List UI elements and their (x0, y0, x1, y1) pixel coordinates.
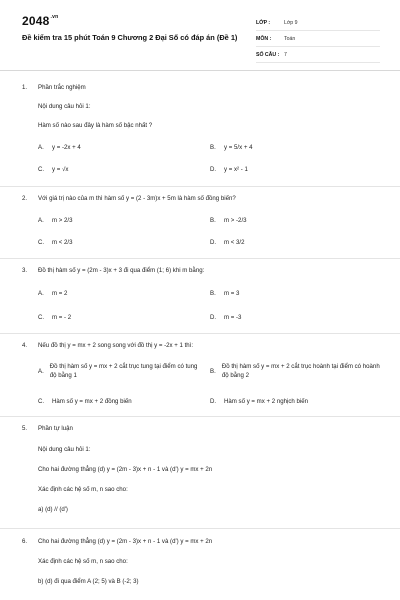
meta-value: Toán (284, 35, 296, 42)
option-label: B. (210, 368, 216, 375)
option-c[interactable] (38, 239, 73, 248)
option-label: A. (38, 368, 44, 375)
option-label: B. (210, 144, 216, 151)
option-b[interactable] (210, 144, 252, 153)
question-divider (0, 186, 400, 187)
option-label: D. (210, 239, 217, 246)
question-divider (0, 333, 400, 334)
question-text: Đồ thị hàm số y = (2m - 3)x + 3 đi qua điểm (1; 6) khi m bằng: (38, 267, 205, 274)
option-text: m = 2 (52, 290, 68, 297)
site-logo[interactable] (22, 14, 58, 28)
question-text: Với giá trị nào của m thì hàm số y = (2 - 3m)x + 5m là hàm số đồng biến? (38, 195, 236, 202)
question-text: Nếu đồ thị y = mx + 2 song song với đồ thị y = -2x + 1 thì: (38, 342, 194, 349)
option-d[interactable] (210, 166, 248, 175)
question-number: 1. (22, 84, 28, 91)
option-label: D. (210, 314, 217, 321)
option-a[interactable] (38, 363, 198, 380)
option-text: Đồ thị hàm số y = mx + 2 cắt trục tung tại điểm có tung độ bằng 1 (49, 363, 198, 379)
page-title: Đề kiểm tra 15 phút Toán 9 Chương 2 Đại Số có đáp án (Đề 1) (22, 33, 238, 42)
question-line: Nội dung câu hỏi 1: (38, 446, 91, 453)
meta-key: MÔN : (256, 35, 272, 42)
option-label: A. (38, 217, 44, 224)
meta-row-subject (256, 31, 380, 47)
option-c[interactable] (38, 314, 71, 323)
option-label: C. (38, 398, 45, 405)
option-c[interactable] (38, 166, 68, 175)
option-label: C. (38, 239, 45, 246)
option-d[interactable] (210, 239, 245, 248)
option-text: y = 5/x + 4 (224, 144, 253, 151)
meta-value: Lớp 9 (284, 19, 298, 26)
question-line: Hàm số nào sau đây là hàm số bậc nhất ? (38, 122, 153, 129)
option-text: m = - 2 (52, 314, 72, 321)
option-text: m = 3 (224, 290, 240, 297)
question-divider (0, 416, 400, 417)
question-number: 3. (22, 267, 28, 274)
question-text: Phần trắc nghiệm (38, 84, 86, 91)
option-label: C. (38, 166, 45, 173)
option-label: B. (210, 217, 216, 224)
question-number: 2. (22, 195, 28, 202)
option-text: y = -2x + 4 (52, 144, 81, 151)
option-text: m > 2/3 (52, 217, 73, 224)
question-number: 5. (22, 425, 28, 432)
logo-text: 2048 (22, 14, 50, 28)
option-text: y = √x (52, 166, 69, 173)
option-a[interactable] (38, 217, 73, 226)
option-d[interactable] (210, 314, 241, 323)
option-b[interactable] (210, 217, 247, 226)
option-label: B. (210, 290, 216, 297)
option-text: Đồ thị hàm số y = mx + 2 cắt trục hoành tại điểm có hoành độ bằng 2 (221, 363, 380, 379)
meta-key: SỐ CÂU : (256, 51, 280, 58)
option-label: A. (38, 144, 44, 151)
header (0, 0, 400, 62)
option-d[interactable] (210, 398, 308, 407)
meta-panel (256, 15, 380, 63)
header-divider (0, 70, 400, 71)
option-text: m < 3/2 (224, 239, 245, 246)
option-label: A. (38, 290, 44, 297)
option-label: D. (210, 166, 217, 173)
question-number: 4. (22, 342, 28, 349)
option-text: y = x² - 1 (224, 166, 248, 173)
meta-row-class (256, 15, 380, 31)
option-a[interactable] (38, 144, 81, 153)
option-label: D. (210, 398, 217, 405)
option-b[interactable] (210, 290, 239, 299)
question-line: Cho hai đường thẳng (d) y = (2m - 3)x + n - 1 và (d') y = mx + 2n (38, 466, 213, 473)
question-text: Cho hai đường thẳng (d) y = (2m - 3)x + n - 1 và (d') y = mx + 2n (38, 538, 213, 545)
question-line: Xác định các hệ số m, n sao cho: (38, 558, 128, 565)
option-label: C. (38, 314, 45, 321)
logo-suffix: .vn (50, 14, 59, 20)
question-divider (0, 258, 400, 259)
option-text: m > -2/3 (224, 217, 247, 224)
option-text: Hàm số y = mx + 2 đồng biến (52, 398, 132, 405)
question-text: Phần tự luận (38, 425, 73, 432)
option-b[interactable] (210, 363, 380, 380)
question-line: a) (d) // (d') (38, 506, 68, 513)
question-line: b) (d) đi qua điểm A (2; 5) và B (-2; 3) (38, 578, 139, 585)
option-c[interactable] (38, 398, 132, 407)
meta-value: 7 (284, 51, 287, 58)
question-divider (0, 528, 400, 529)
question-line: Xác định các hệ số m, n sao cho: (38, 486, 128, 493)
option-text: m = -3 (224, 314, 242, 321)
option-text: m < 2/3 (52, 239, 73, 246)
question-line: Nội dung câu hỏi 1: (38, 103, 91, 110)
meta-key: LỚP : (256, 19, 271, 26)
option-text: Hàm số y = mx + 2 nghịch biến (224, 398, 309, 405)
question-number: 6. (22, 538, 28, 545)
option-a[interactable] (38, 290, 67, 299)
meta-row-count (256, 47, 380, 63)
